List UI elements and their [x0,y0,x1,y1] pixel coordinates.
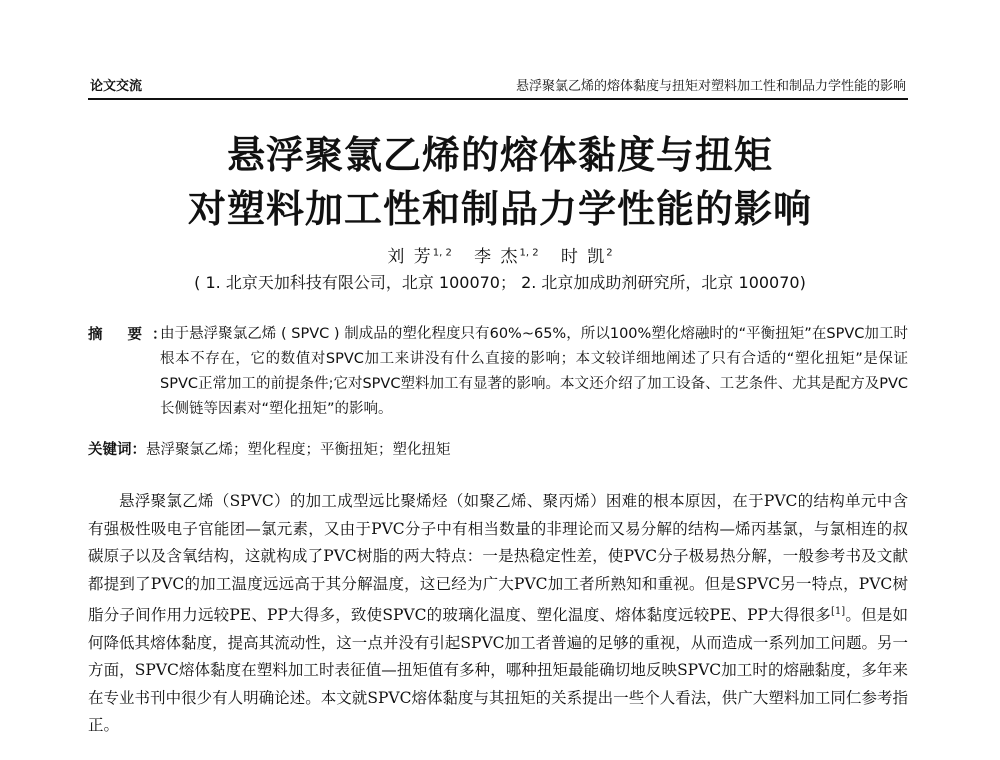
affiliations: ( 1. 北京天加科技有限公司，北京 100070； 2. 北京加成助剂研究所，北京 100070) [194,273,806,292]
author-affil-mark: 2 [606,247,613,259]
paper-title-line2: 对塑料加工性和制品力学性能的影响 [187,186,812,231]
author-name: 刘 芳 [387,247,433,267]
keywords-label: 关键词： [88,441,146,458]
body-paragraph [88,488,908,740]
running-header [88,64,908,100]
author-list [0,242,1000,267]
abstract [88,322,908,422]
paper-title-line1: 悬浮聚氯乙烯的熔体黏度与扭矩 [226,132,773,177]
author-name: 时 凯 [560,247,607,267]
section-label: 论文交流 [90,79,143,94]
author-affil-mark: 1, 2 [519,247,539,259]
author-name: 李 杰 [474,247,520,267]
abstract-text: 由于悬浮聚氯乙烯 ( SPVC ) 制成品的塑化程度只有60%~65%，所以100%塑化熔融时的“平衡扭矩”在SPVC加工时根本不存在，它的数值对SPVC加工来讲没有什么直接的影响；本文较详细地阐述了只有合适的“塑化扭矩”是保证SPVC正常加工的前提条件;它对SPVC塑料加工有显著的影响。本文还介绍了加工设备、工艺条件、尤其是配方及PVC长侧链等因素对“塑化扭矩”的影响。 [160,326,908,417]
body-text-part2: 。但是如何降低其熔体黏度，提高其流动性，这一点并没有引起SPVC加工者普遍的足够的重视，从而造成一系列加工问题。另一方面，SPVC熔体黏度在塑料加工时表征值—扭矩值有多种，哪种扭矩最能确切地反映SPVC加工时的熔融黏度，多年来在专业书刊中很少有人明确论述。本文就SPVC熔体黏度与其扭矩的关系提出一些个人看法，供广大塑料加工同仁参考指正。 [88,606,908,735]
running-title: 悬浮聚氯乙烯的熔体黏度与扭矩对塑料加工性和制品力学性能的影响 [515,79,906,94]
body-text-part1: 悬浮聚氯乙烯（SPVC）的加工成型远比聚烯烃（如聚乙烯、聚丙烯）困难的根本原因，在于PVC的结构单元中含有强极性吸电子官能团—氯元素，又由于PVC分子中有相当数量的非理论而又易分解的结构—烯丙基氯，与氯相连的叔碳原子以及含氧结构，这就构成了PVC树脂的两大特点：一是热稳定性差，使PVC分子极易热分解，一般参考书及文献都提到了PVC的加工温度远远高于其分解温度，这已经为广大PVC加工者所熟知和重视。但是SPVC另一特点，PVC树脂分子间作用力远较PE、PP大得多，致使SPVC的玻璃化温度、塑化温度、熔体黏度远较PE、PP大得很多 [88,492,908,625]
keywords-text: 悬浮聚氯乙烯；塑化程度；平衡扭矩；塑化扭矩 [146,442,451,458]
author-affil-mark: 1, 2 [432,247,452,259]
keywords [88,438,908,459]
citation-ref: [1] [830,606,846,617]
abstract-label: 摘 要： [88,326,177,343]
